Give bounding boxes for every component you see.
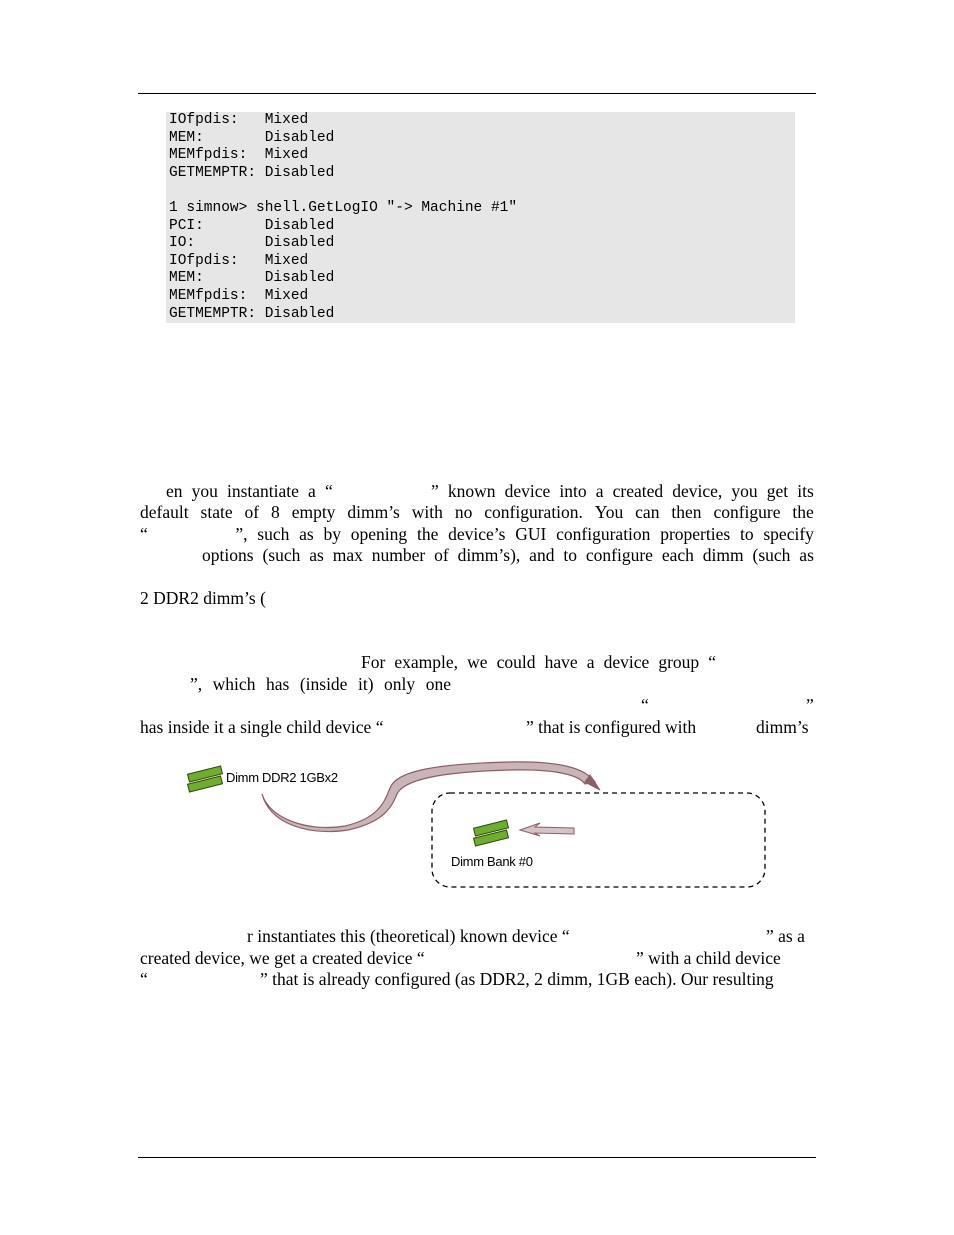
paragraph3-line-1a: r instantiates this (theoretical) known device “ — [247, 926, 570, 946]
code-line: IOfpdis: Mixed — [169, 112, 309, 128]
paragraph3-line-2b: ” with a child device — [636, 948, 781, 968]
word: created — [612, 481, 664, 501]
word: properties — [660, 524, 731, 544]
word: a — [586, 652, 595, 672]
word: each — [661, 545, 694, 565]
word: as — [299, 524, 314, 544]
paragraph2-line-1 — [361, 652, 716, 673]
word: GUI — [515, 524, 547, 544]
word: empty — [291, 502, 336, 522]
paragraph2-line-4a: has inside it a single child device “ — [140, 717, 384, 737]
small-arrow-icon — [520, 823, 574, 836]
code-block — [166, 112, 795, 323]
word: which — [212, 674, 256, 694]
code-line: MEM: Disabled — [169, 129, 335, 146]
word: has — [265, 674, 290, 694]
word: options — [202, 545, 254, 565]
paragraph1-line-2 — [140, 502, 814, 523]
dimm-icon — [188, 766, 223, 792]
open-quote: “ — [140, 524, 148, 544]
code-line: IOfpdis: Mixed — [169, 252, 309, 269]
word: a — [308, 481, 316, 501]
header-rule — [138, 93, 816, 94]
word: by — [323, 524, 341, 544]
code-line: PCI: Disabled — [169, 217, 335, 234]
word: device, — [672, 481, 723, 501]
paragraph1-line-1 — [166, 481, 814, 502]
word: as — [799, 545, 814, 565]
word: For — [361, 652, 386, 672]
paragraph3-line-1b: ” as a — [766, 926, 805, 946]
word: 8 — [271, 502, 280, 522]
paragraph1-tail: 2 DDR2 dimm’s ( — [140, 588, 266, 608]
word: dimm’s), — [457, 545, 521, 565]
blank-gap — [158, 524, 226, 545]
word: to — [739, 524, 754, 544]
word: to — [563, 545, 577, 565]
code-line: MEMfpdis: Mixed — [169, 147, 309, 164]
word: with — [411, 502, 443, 522]
word: example, — [394, 652, 459, 672]
dimm-bank-label: Dimm Bank #0 — [451, 854, 533, 869]
word: no — [454, 502, 473, 522]
paragraph2-line-4c: dimm’s — [756, 717, 809, 737]
blank-gap — [342, 481, 422, 502]
word: and — [529, 545, 555, 565]
word: state — [200, 502, 233, 522]
word: max — [332, 545, 363, 565]
paragraph2-line-2 — [190, 674, 451, 695]
word: device — [504, 481, 551, 501]
word: (inside — [299, 674, 348, 694]
word: configure — [713, 502, 781, 522]
word: have — [544, 652, 578, 672]
paragraph3-line-3b: ” that is already configured (as DDR2, 2 dimm, 1GB each). Our resulting — [260, 969, 774, 989]
paragraph1-line-3 — [140, 524, 814, 545]
open-quote: “ — [708, 652, 716, 672]
word: you — [731, 481, 758, 501]
word: device — [603, 652, 650, 672]
code-line: MEM: Disabled — [169, 270, 335, 287]
word: only — [384, 674, 416, 694]
word: the — [792, 502, 814, 522]
word: such — [257, 524, 290, 544]
close-quote: ”, — [190, 674, 203, 694]
word: dimm’s — [347, 502, 400, 522]
word: into — [559, 481, 587, 501]
word: dimm — [702, 545, 744, 565]
code-line: GETMEMPTR: Disabled — [169, 164, 335, 181]
word: device’s — [448, 524, 506, 544]
close-quote: ”, — [235, 524, 248, 544]
close-quote: ” — [430, 481, 439, 501]
word: then — [671, 502, 702, 522]
word: You — [594, 502, 624, 522]
word: as — [309, 545, 324, 565]
word: of — [244, 502, 260, 522]
word: of — [434, 545, 449, 565]
word: number — [371, 545, 426, 565]
device-figure — [180, 760, 780, 895]
dimm-bank-icon — [474, 820, 509, 846]
word: instantiate — [227, 481, 299, 501]
word: default — [140, 502, 189, 522]
code-line: GETMEMPTR: Disabled — [169, 305, 335, 322]
word: can — [635, 502, 660, 522]
code-line: MEMfpdis: Mixed — [169, 288, 309, 304]
word: it) — [357, 674, 374, 694]
code-line: IO: Disabled — [169, 235, 335, 252]
word: one — [425, 674, 451, 694]
word: configure — [585, 545, 653, 565]
word: configuration. — [484, 502, 583, 522]
word: opening — [350, 524, 408, 544]
word: you — [191, 481, 218, 501]
dimm-ddr2-label: Dimm DDR2 1GBx2 — [226, 770, 338, 785]
word: we — [467, 652, 488, 672]
word: a — [595, 481, 604, 501]
word: get — [766, 481, 789, 501]
footer-rule — [138, 1157, 816, 1158]
word: (such — [262, 545, 301, 565]
word: known — [447, 481, 496, 501]
word: en — [166, 481, 183, 501]
paragraph1-line-4 — [202, 545, 814, 566]
word: the — [416, 524, 439, 544]
word: its — [797, 481, 814, 501]
paragraph3-line-3a: “ — [140, 969, 148, 989]
paragraph3-line-2a: created device, we get a created device “ — [140, 948, 425, 968]
paragraph2-open-quote: “ — [641, 695, 649, 715]
word: (such — [752, 545, 791, 565]
open-quote: “ — [324, 481, 333, 501]
paragraph2-line-4b: ” that is configured with — [526, 717, 697, 737]
word: could — [496, 652, 536, 672]
word: group — [658, 652, 700, 672]
paragraph2-close-quote: ” — [806, 695, 814, 715]
word: configuration — [556, 524, 651, 544]
code-line: 1 simnow> shell.GetLogIO "-> Machine #1" — [169, 200, 518, 216]
word: specify — [763, 524, 814, 544]
